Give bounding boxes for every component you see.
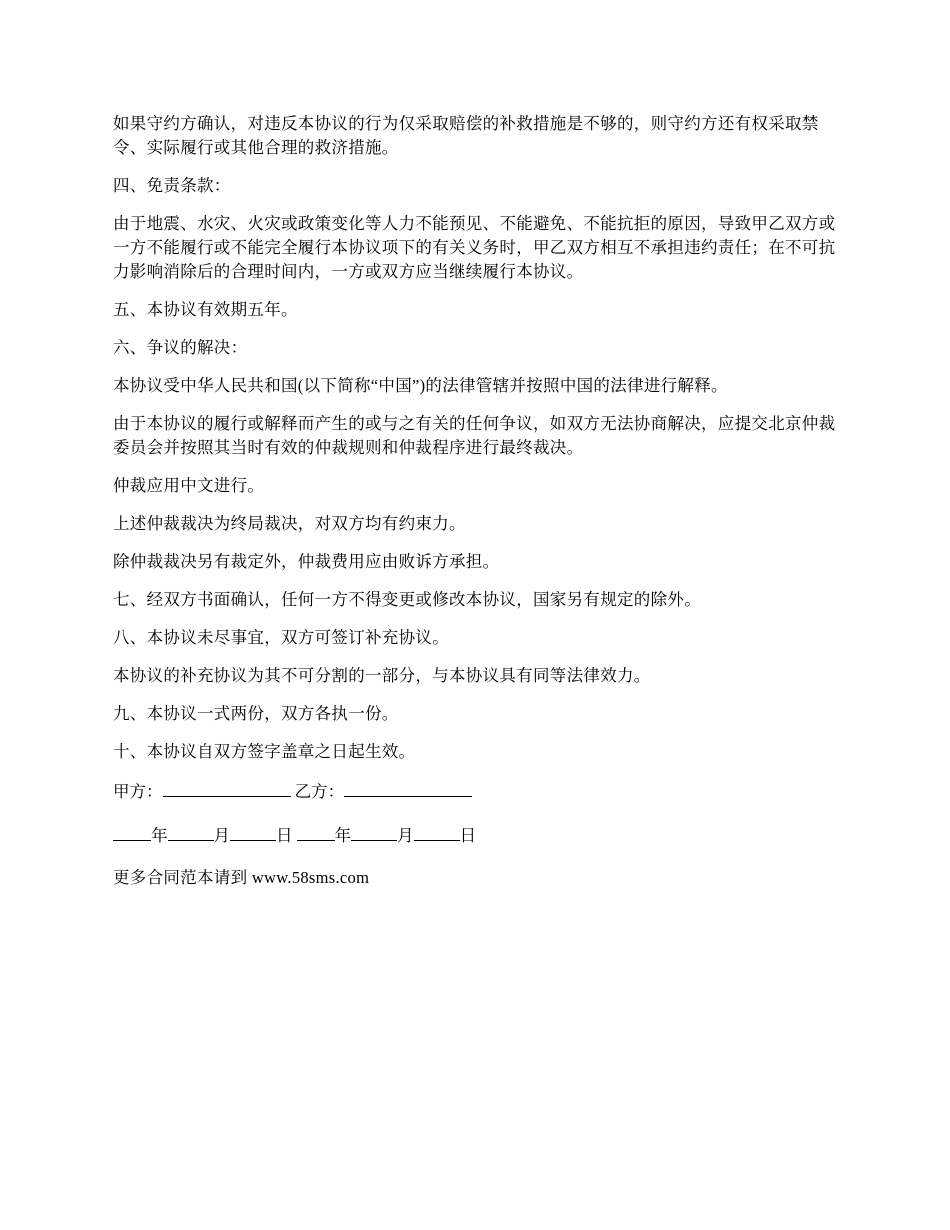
party-b-year-blank bbox=[297, 822, 335, 841]
paragraph: 除仲裁裁决另有裁定外，仲裁费用应由败诉方承担。 bbox=[113, 552, 500, 571]
date-line bbox=[113, 822, 843, 848]
party-a-day-blank bbox=[230, 822, 276, 841]
party-a-month-blank bbox=[168, 822, 214, 841]
party-a-signature-blank bbox=[163, 778, 291, 797]
paragraph: 由于本协议的履行或解释而产生的或与之有关的任何争议，如双方无法协商解决，应提交北京仲裁委员会并按照其当时有效的仲裁规则和仲裁程序进行最终裁决。 bbox=[113, 414, 836, 457]
document-page bbox=[113, 112, 843, 904]
footer-note: 更多合同范本请到 www.58sms.com bbox=[113, 868, 370, 887]
section-heading-8: 八、本协议未尽事宜，双方可签订补充协议。 bbox=[113, 628, 449, 647]
party-b-signature-blank bbox=[344, 778, 472, 797]
paragraph: 由于地震、水灾、火灾或政策变化等人力不能预见、不能避免、不能抗拒的原因，导致甲乙双方或一方不能履行或不能完全履行本协议项下的有关义务时，甲乙双方相互不承担违约责任；在不可抗力影响消除后的合理时间内，一方或双方应当继续履行本协议。 bbox=[113, 214, 836, 281]
party-a-label: 甲方： bbox=[113, 782, 163, 801]
paragraph: 仲裁应用中文进行。 bbox=[113, 476, 265, 495]
section-heading-4: 四、免责条款： bbox=[113, 176, 231, 195]
paragraph: 上述仲裁裁决为终局裁决，对双方均有约束力。 bbox=[113, 514, 466, 533]
month-label: 月 bbox=[397, 826, 414, 845]
day-label: 日 bbox=[459, 826, 477, 845]
section-heading-9: 九、本协议一式两份，双方各执一份。 bbox=[113, 704, 399, 723]
party-a-year-blank bbox=[113, 822, 151, 841]
party-b-day-blank bbox=[414, 822, 460, 841]
day-label: 日 bbox=[276, 826, 293, 845]
section-heading-5: 五、本协议有效期五年。 bbox=[113, 300, 298, 319]
paragraph: 本协议的补充协议为其不可分割的一部分，与本协议具有同等法律效力。 bbox=[113, 666, 651, 685]
section-heading-6: 六、争议的解决： bbox=[113, 338, 248, 357]
month-label: 月 bbox=[213, 826, 230, 845]
paragraph: 如果守约方确认，对违反本协议的行为仅采取赔偿的补救措施是不够的，则守约方还有权采取禁令、实际履行或其他合理的救济措施。 bbox=[113, 114, 819, 157]
section-heading-7: 七、经双方书面确认，任何一方不得变更或修改本协议，国家另有规定的除外。 bbox=[113, 590, 701, 609]
signature-line bbox=[113, 778, 843, 804]
year-label: 年 bbox=[334, 826, 352, 845]
paragraph: 本协议受中华人民共和国(以下简称“中国”)的法律管辖并按照中国的法律进行解释。 bbox=[113, 376, 728, 395]
party-b-month-blank bbox=[351, 822, 397, 841]
section-heading-10: 十、本协议自双方签字盖章之日起生效。 bbox=[113, 742, 416, 761]
year-label: 年 bbox=[151, 826, 168, 845]
party-b-label: 乙方： bbox=[294, 782, 345, 801]
